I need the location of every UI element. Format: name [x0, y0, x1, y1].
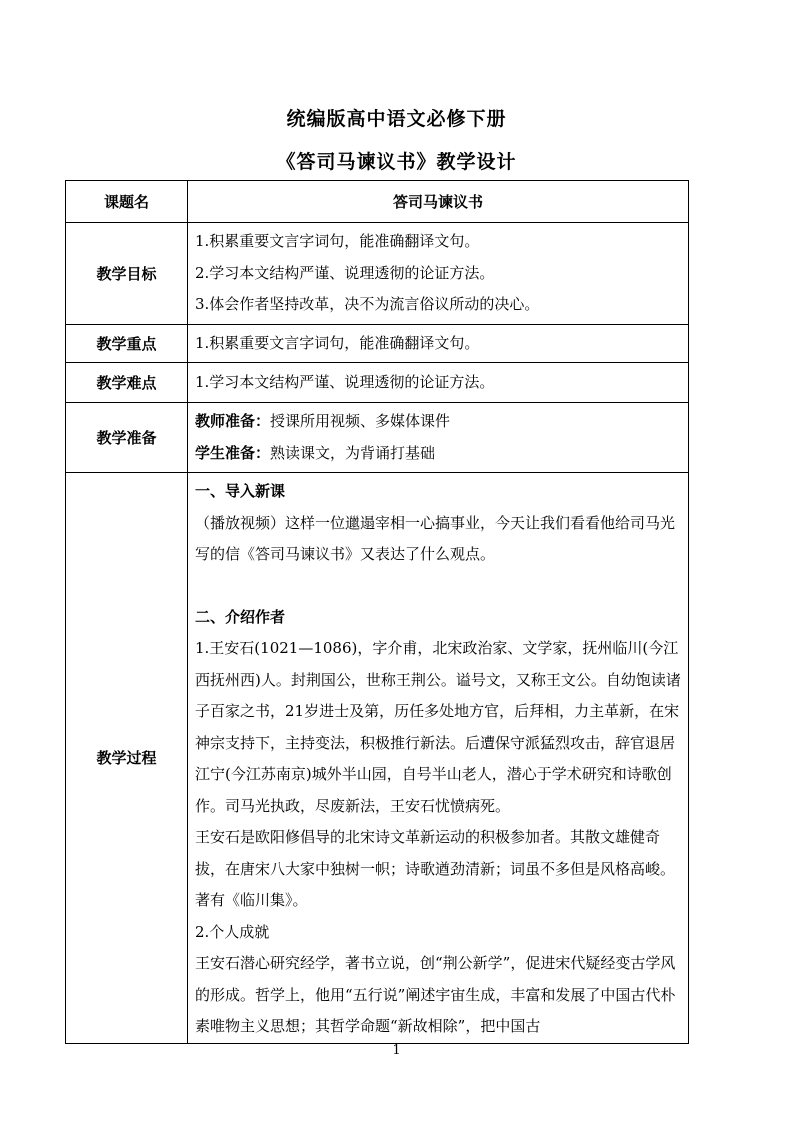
difficulty-content — [188, 363, 689, 403]
teacher-preparation-label: 教师准备： — [195, 412, 271, 430]
table-row-process — [66, 473, 689, 1044]
key-point-text: 1.积累重要文言字词句，能准确翻译文句。 — [195, 333, 480, 352]
section-subheading: 2.个人成就 — [195, 922, 270, 941]
header-label: 课题名 — [66, 181, 188, 223]
goal-item: 1.积累重要文言字词句，能准确翻译文句。 — [195, 232, 480, 250]
preparation-content — [188, 403, 689, 473]
lesson-plan-table — [65, 180, 689, 1044]
table-row-preparation — [66, 403, 689, 473]
difficulty-text: 1.学习本文结构严谨、说理透彻的论证方法。 — [195, 372, 495, 391]
section-heading: 一、导入新课 — [195, 482, 286, 500]
goals-content — [188, 223, 689, 325]
teacher-preparation-text: 授课所用视频、多媒体课件 — [270, 412, 451, 430]
section-paragraph: （播放视频）这样一位邋遢宰相一心搞事业，今天让我们看看他给司马光写的信《答司马谏议书》又表达了什么观点。 — [195, 513, 676, 563]
table-row-goals — [66, 223, 689, 325]
goal-item: 2.学习本文结构严谨、说理透彻的论证方法。 — [195, 263, 495, 282]
document-title: 统编版高中语文必修下册 — [286, 108, 507, 130]
table-row-difficulty — [66, 363, 689, 403]
preparation-label: 教学准备 — [66, 403, 188, 473]
goal-item: 3.体会作者坚持改革，决不为流言俗议所动的决心。 — [195, 295, 540, 313]
section-heading: 二、介绍作者 — [195, 607, 286, 626]
process-label: 教学过程 — [66, 473, 188, 1044]
key-point-content — [188, 324, 689, 363]
student-preparation-text: 熟读课文，为背诵打基础 — [270, 443, 436, 462]
student-preparation-label: 学生准备： — [195, 443, 271, 462]
section-paragraph: 王安石潜心研究经学，著书立说，创“荆公新学”，促进宋代疑经变古学风的形成。哲学上，他用“五行说”阐述宇宙生成，丰富和发展了中国古代朴素唯物主义思想；其哲学命题“新故相除”，把中国古 — [195, 954, 676, 1035]
table-row-key-point — [66, 324, 689, 363]
difficulty-label: 教学难点 — [66, 363, 188, 403]
header-value: 答司马谏议书 — [188, 181, 689, 223]
teacher-preparation — [195, 406, 682, 438]
table-row-header — [66, 181, 689, 223]
student-preparation — [195, 438, 682, 470]
section-paragraph: 1.王安石(1021—1086)，字介甫，北宋政治家、文学家，抚州临川(今江西抚州西)人。封荆国公，世称王荆公。谥号文，又称王文公。自幼饱读诸子百家之书，21岁进士及第，历任多处地方官，后拜相，力主革新，在宋神宗支持下，主持变法，积极推行新法。后遭保守派猛烈攻击，辞官退居江宁(今江苏南京)城外半山园，自号半山老人，潜心于学术研究和诗歌创作。司马光执政，尽废新法，王安石忧愤病死。 — [195, 639, 681, 815]
document-subtitle: 《答司马谏议书》教学设计 — [276, 151, 517, 173]
goals-label: 教学目标 — [66, 223, 188, 325]
blank-line — [195, 571, 682, 602]
key-point-label: 教学重点 — [66, 324, 188, 363]
page-number: 1 — [392, 1043, 401, 1058]
section-paragraph: 王安石是欧阳修倡导的北宋诗文革新运动的积极参加者。其散文雄健奇拔，在唐宋八大家中独树一帜；诗歌遒劲清新；词虽不多但是风格高峻。著有《临川集》。 — [195, 828, 676, 909]
process-content — [188, 473, 689, 1044]
